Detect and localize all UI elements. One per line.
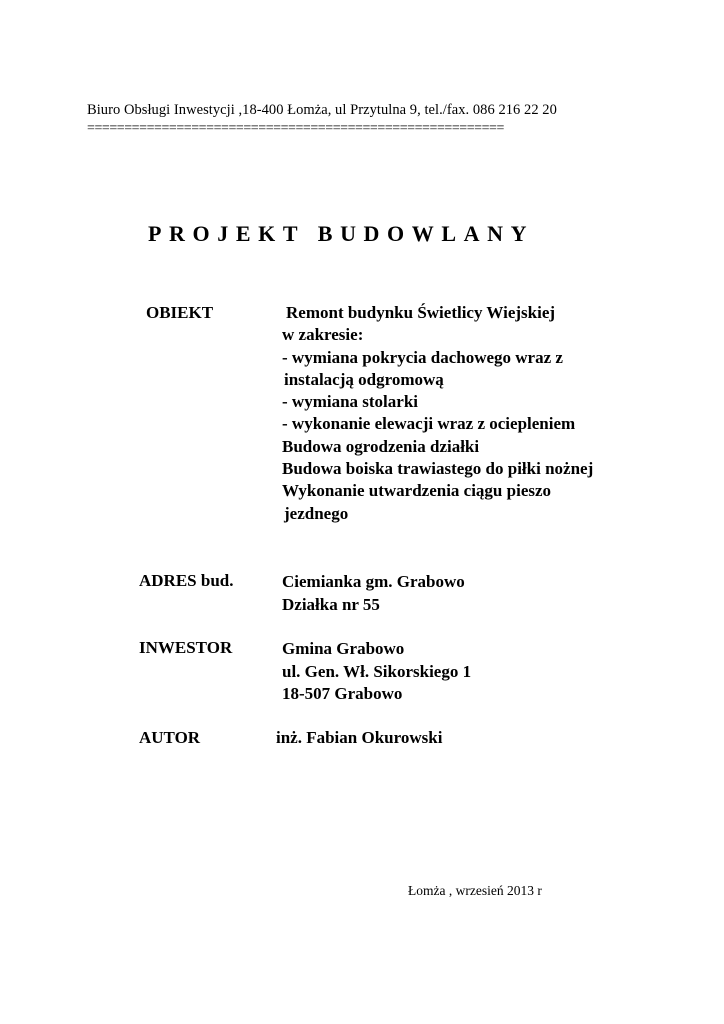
header-separator: ======================================================== xyxy=(87,121,504,136)
autor-label: AUTOR xyxy=(139,728,201,747)
obiekt-line: instalacją odgromową xyxy=(284,369,444,389)
obiekt-line: - wymiana pokrycia dachowego wraz z xyxy=(282,347,563,367)
autor-name: inż. Fabian Okurowski xyxy=(276,728,443,747)
obiekt-line: w zakresie: xyxy=(282,325,364,345)
obiekt-line: - wykonanie elewacji wraz z ociepleniem xyxy=(282,414,576,434)
obiekt-line: Wykonanie utwardzenia ciągu pieszo xyxy=(282,481,552,501)
obiekt-line: jezdnego xyxy=(284,503,349,523)
adres-line: Ciemianka gm. Grabowo xyxy=(282,572,465,591)
document-title: PROJEKT BUDOWLANY xyxy=(148,221,535,246)
adres-label: ADRES bud. xyxy=(139,571,234,590)
office-header-line: Biuro Obsługi Inwestycji ,18-400 Łomża, ul Przytulna 9, tel./fax. 086 216 22 20 xyxy=(87,102,557,118)
adres-value xyxy=(282,570,465,616)
inwestor-line: 18-507 Grabowo xyxy=(282,684,403,703)
inwestor-line: ul. Gen. Wł. Sikorskiego 1 xyxy=(282,661,472,681)
obiekt-label: OBIEKT xyxy=(146,303,214,322)
inwestor-value xyxy=(282,638,471,706)
inwestor-line: Gmina Grabowo xyxy=(282,639,405,658)
obiekt-line: Budowa ogrodzenia działki xyxy=(282,436,480,456)
obiekt-line: - wymiana stolarki xyxy=(282,392,418,412)
obiekt-line: Budowa boiska trawiastego do piłki nożnej xyxy=(282,459,594,479)
adres-line: Działka nr 55 xyxy=(282,595,380,614)
obiekt-line: Remont budynku Świetlicy Wiejskiej xyxy=(286,303,556,322)
inwestor-label: INWESTOR xyxy=(139,638,233,657)
place-date-footer: Łomża , wrzesień 2013 r xyxy=(408,883,542,898)
obiekt-description xyxy=(282,302,593,525)
